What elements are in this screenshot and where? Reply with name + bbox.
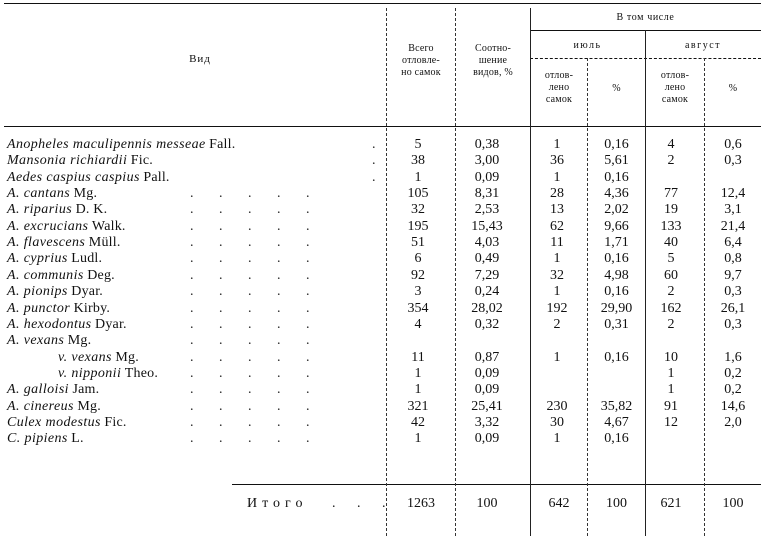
species-name <box>7 219 126 235</box>
cell-jul-p: 4,67 <box>604 415 629 430</box>
species-latin: A. cyprius <box>7 251 68 266</box>
species-author: Mg. <box>73 186 98 201</box>
leader-dots: . . . . . <box>190 251 321 266</box>
header-species: Вид <box>189 53 211 65</box>
species-name <box>58 350 139 366</box>
cell-jul-n: 2 <box>553 317 561 332</box>
totals-ratio: 100 <box>476 496 498 511</box>
header-aug-caught-3: самок <box>661 94 689 105</box>
cell-total: 1 <box>414 170 422 185</box>
cell-total: 51 <box>411 235 425 250</box>
cell-aug-p: 1,6 <box>724 350 742 365</box>
cell-jul-n: 28 <box>550 186 564 201</box>
cell-ratio: 0,09 <box>474 431 500 446</box>
cell-ratio: 8,31 <box>474 186 500 201</box>
species-latin: C. pipiens <box>7 431 68 446</box>
top-rule <box>4 3 761 4</box>
species-latin: Anopheles maculipennis messeae <box>7 137 206 152</box>
leader-dots: . . . . . <box>190 284 321 299</box>
species-name <box>7 317 127 333</box>
cell-aug-p: 6,4 <box>724 235 742 250</box>
leader-dots: . . . . . <box>190 219 321 234</box>
cell-aug-p: 0,3 <box>724 284 742 299</box>
species-author: Fall. <box>209 137 236 152</box>
cell-ratio: 7,29 <box>474 268 500 283</box>
cell-ratio: 0,09 <box>474 170 500 185</box>
cell-jul-p: 0,16 <box>604 284 629 299</box>
cell-jul-n: 1 <box>553 251 561 266</box>
cell-jul-p: 29,90 <box>600 301 633 316</box>
cell-aug-n: 60 <box>664 268 678 283</box>
species-author: Dyar. <box>95 317 127 332</box>
cell-ratio: 0,49 <box>474 251 500 266</box>
cell-aug-p: 0,2 <box>724 366 742 381</box>
totals-top-rule <box>232 484 761 485</box>
leader-dots: . . . . . <box>190 431 321 446</box>
cell-ratio: 3,00 <box>474 153 500 168</box>
species-name <box>7 333 91 349</box>
species-latin: A. vexans <box>7 333 65 348</box>
leader-dots: . <box>372 170 387 185</box>
cell-total: 1 <box>414 366 422 381</box>
species-name <box>7 170 170 186</box>
species-name <box>7 431 84 447</box>
species-name <box>7 235 121 251</box>
leader-dots: . . . . . <box>190 186 321 201</box>
cell-aug-p: 12,4 <box>720 186 746 201</box>
cell-ratio: 25,41 <box>471 399 503 414</box>
header-jul-percent: % <box>612 83 621 94</box>
cell-jul-p: 0,16 <box>604 251 629 266</box>
cell-jul-n: 30 <box>550 415 564 430</box>
cell-ratio: 0,87 <box>474 350 500 365</box>
header-bottom-rule <box>4 126 761 127</box>
species-name <box>7 153 153 169</box>
cell-aug-n: 40 <box>664 235 678 250</box>
header-july: июль <box>573 40 602 51</box>
species-latin: Culex modestus <box>7 415 101 430</box>
cell-jul-p: 9,66 <box>604 219 629 234</box>
species-latin: Aedes caspius caspius <box>7 170 140 185</box>
cell-aug-n: 1 <box>667 382 675 397</box>
header-jul-caught-2: лено <box>548 82 570 93</box>
cell-jul-n: 1 <box>553 137 561 152</box>
cell-total: 11 <box>411 350 425 365</box>
species-author: D. K. <box>75 202 108 217</box>
leader-dots: . . . . . <box>190 235 321 250</box>
species-author: Deg. <box>87 268 115 283</box>
species-latin: A. pionips <box>7 284 68 299</box>
leader-dots: . . . . . <box>190 350 321 365</box>
cell-jul-p: 0,31 <box>604 317 629 332</box>
cell-total: 4 <box>414 317 422 332</box>
cell-ratio: 3,32 <box>474 415 500 430</box>
species-author: Pall. <box>143 170 170 185</box>
species-latin: A. cinereus <box>7 399 74 414</box>
leader-dots: . <box>372 137 387 152</box>
species-latin: A. galloisi <box>7 382 69 397</box>
species-name <box>7 382 99 398</box>
cell-aug-p: 21,4 <box>720 219 746 234</box>
header-total-3: но самок <box>401 67 441 78</box>
cell-jul-p: 0,16 <box>604 170 629 185</box>
cell-aug-n: 77 <box>664 186 678 201</box>
cell-jul-n: 13 <box>550 202 564 217</box>
cell-jul-p: 0,16 <box>604 431 629 446</box>
cell-total: 5 <box>414 137 422 152</box>
cell-ratio: 0,38 <box>474 137 500 152</box>
header-aug-caught-1: отлов- <box>660 70 690 81</box>
species-latin: v. nipponii <box>58 366 122 381</box>
leader-dots: . . . . . <box>190 333 321 348</box>
cell-aug-n: 91 <box>664 399 678 414</box>
cell-aug-p: 0,3 <box>724 317 742 332</box>
cell-jul-p: 5,61 <box>604 153 629 168</box>
cell-aug-n: 10 <box>664 350 678 365</box>
cell-total: 42 <box>411 415 425 430</box>
cell-jul-p: 35,82 <box>600 399 633 414</box>
species-latin: A. flavescens <box>7 235 86 250</box>
totals-aug-p: 100 <box>722 496 744 511</box>
leader-dots: . . . . . <box>190 268 321 283</box>
species-latin: Mansonia richiardii <box>7 153 128 168</box>
species-name <box>7 301 110 317</box>
leader-dots: . . . . . <box>190 202 321 217</box>
species-author: Kirby. <box>73 301 111 316</box>
header-total-1: Всего <box>408 43 434 54</box>
species-author: L. <box>71 431 84 446</box>
cell-ratio: 0,24 <box>474 284 500 299</box>
leader-dots: . . . . . <box>190 399 321 414</box>
cell-ratio: 0,09 <box>474 382 500 397</box>
totals-leader-dots: . . . <box>332 496 395 511</box>
species-latin: A. communis <box>7 268 84 283</box>
cell-jul-n: 192 <box>546 301 568 316</box>
cell-total: 92 <box>411 268 425 283</box>
species-author: Mg. <box>67 333 92 348</box>
cell-jul-p: 4,98 <box>604 268 629 283</box>
species-latin: A. riparius <box>7 202 73 217</box>
cell-aug-n: 12 <box>664 415 678 430</box>
cell-jul-p: 0,16 <box>604 350 629 365</box>
totals-label: Итого <box>247 496 308 511</box>
cell-aug-p: 0,8 <box>724 251 742 266</box>
cell-total: 195 <box>407 219 429 234</box>
cell-ratio: 0,09 <box>474 366 500 381</box>
totals-jul-n: 642 <box>548 496 570 511</box>
species-latin: A. punctor <box>7 301 71 316</box>
cell-aug-p: 2,0 <box>724 415 742 430</box>
cell-jul-n: 1 <box>553 170 561 185</box>
cell-aug-n: 162 <box>660 301 682 316</box>
species-name <box>7 399 101 415</box>
header-jul-caught-1: отлов- <box>544 70 574 81</box>
cell-aug-p: 3,1 <box>724 202 742 217</box>
leader-dots: . . . . . <box>190 366 321 381</box>
species-name <box>7 186 97 202</box>
cell-ratio: 0,32 <box>474 317 500 332</box>
cell-jul-p: 0,16 <box>604 137 629 152</box>
cell-aug-p: 9,7 <box>724 268 742 283</box>
cell-jul-n: 1 <box>553 284 561 299</box>
cell-total: 1 <box>414 382 422 397</box>
cell-jul-p: 1,71 <box>604 235 629 250</box>
species-name <box>7 284 103 300</box>
cell-jul-n: 36 <box>550 153 564 168</box>
species-latin: v. vexans <box>58 350 112 365</box>
header-including: В том числе <box>616 12 675 23</box>
cell-aug-p: 14,6 <box>720 399 746 414</box>
species-author: Walk. <box>91 219 126 234</box>
header-aug-caught-2: лено <box>664 82 686 93</box>
species-name <box>58 366 158 382</box>
leader-dots: . . . . . <box>190 415 321 430</box>
cell-aug-p: 0,6 <box>724 137 742 152</box>
cell-ratio: 15,43 <box>471 219 503 234</box>
species-latin: A. excrucians <box>7 219 89 234</box>
totals-jul-p: 100 <box>606 496 627 511</box>
cell-total: 3 <box>414 284 422 299</box>
cell-ratio: 28,02 <box>471 301 503 316</box>
species-latin: A. hexodontus <box>7 317 92 332</box>
cell-aug-n: 4 <box>667 137 675 152</box>
cell-aug-n: 133 <box>660 219 682 234</box>
cell-jul-p: 4,36 <box>604 186 629 201</box>
leader-dots: . . . . . <box>190 317 321 332</box>
species-author: Ludl. <box>71 251 103 266</box>
header-aug-percent: % <box>728 83 738 94</box>
species-author: Theo. <box>124 366 159 381</box>
species-author: Mg. <box>77 399 101 414</box>
cell-jul-n: 1 <box>553 350 561 365</box>
cell-aug-n: 19 <box>664 202 678 217</box>
cell-total: 105 <box>407 186 429 201</box>
cell-aug-n: 2 <box>667 284 675 299</box>
cell-jul-n: 62 <box>550 219 564 234</box>
cell-ratio: 4,03 <box>474 235 500 250</box>
cell-aug-n: 2 <box>667 153 675 168</box>
cell-jul-n: 32 <box>550 268 564 283</box>
cell-total: 38 <box>411 153 425 168</box>
header-ratio-2: шение <box>478 55 508 66</box>
species-author: Fic. <box>104 415 127 430</box>
species-author: Müll. <box>88 235 121 250</box>
species-name <box>7 202 107 218</box>
totals-total: 1263 <box>407 496 435 511</box>
cell-total: 32 <box>411 202 425 217</box>
cell-ratio: 2,53 <box>474 202 500 217</box>
header-august: август <box>684 40 722 51</box>
cell-total: 354 <box>407 301 429 316</box>
header-ratio-3: видов, % <box>473 67 513 78</box>
species-author: Mg. <box>115 350 139 365</box>
cell-total: 321 <box>407 399 429 414</box>
species-latin: A. cantans <box>7 186 71 201</box>
species-author: Fic. <box>130 153 153 168</box>
header-jul-caught-3: самок <box>545 94 573 105</box>
totals-aug-n: 621 <box>660 496 682 511</box>
cell-aug-p: 0,2 <box>724 382 742 397</box>
cell-aug-n: 1 <box>667 366 675 381</box>
header-total-2: отловле- <box>402 55 440 66</box>
species-name <box>7 268 115 284</box>
species-name <box>7 415 127 431</box>
species-name <box>7 251 102 267</box>
cell-total: 6 <box>414 251 422 266</box>
cell-jul-n: 11 <box>550 235 564 250</box>
header-ratio-1: Соотно- <box>475 43 511 54</box>
species-author: Dyar. <box>71 284 103 299</box>
cell-aug-p: 26,1 <box>720 301 746 316</box>
cell-total: 1 <box>414 431 422 446</box>
leader-dots: . . . . . <box>190 382 321 397</box>
cell-jul-n: 1 <box>553 431 561 446</box>
cell-jul-n: 230 <box>546 399 568 414</box>
species-name <box>7 137 235 153</box>
cell-aug-n: 2 <box>667 317 675 332</box>
leader-dots: . . . . . <box>190 301 321 316</box>
species-author: Jam. <box>72 382 100 397</box>
cell-jul-p: 2,02 <box>604 202 629 217</box>
cell-aug-p: 0,3 <box>724 153 742 168</box>
cell-aug-n: 5 <box>667 251 675 266</box>
leader-dots: . <box>372 153 387 168</box>
